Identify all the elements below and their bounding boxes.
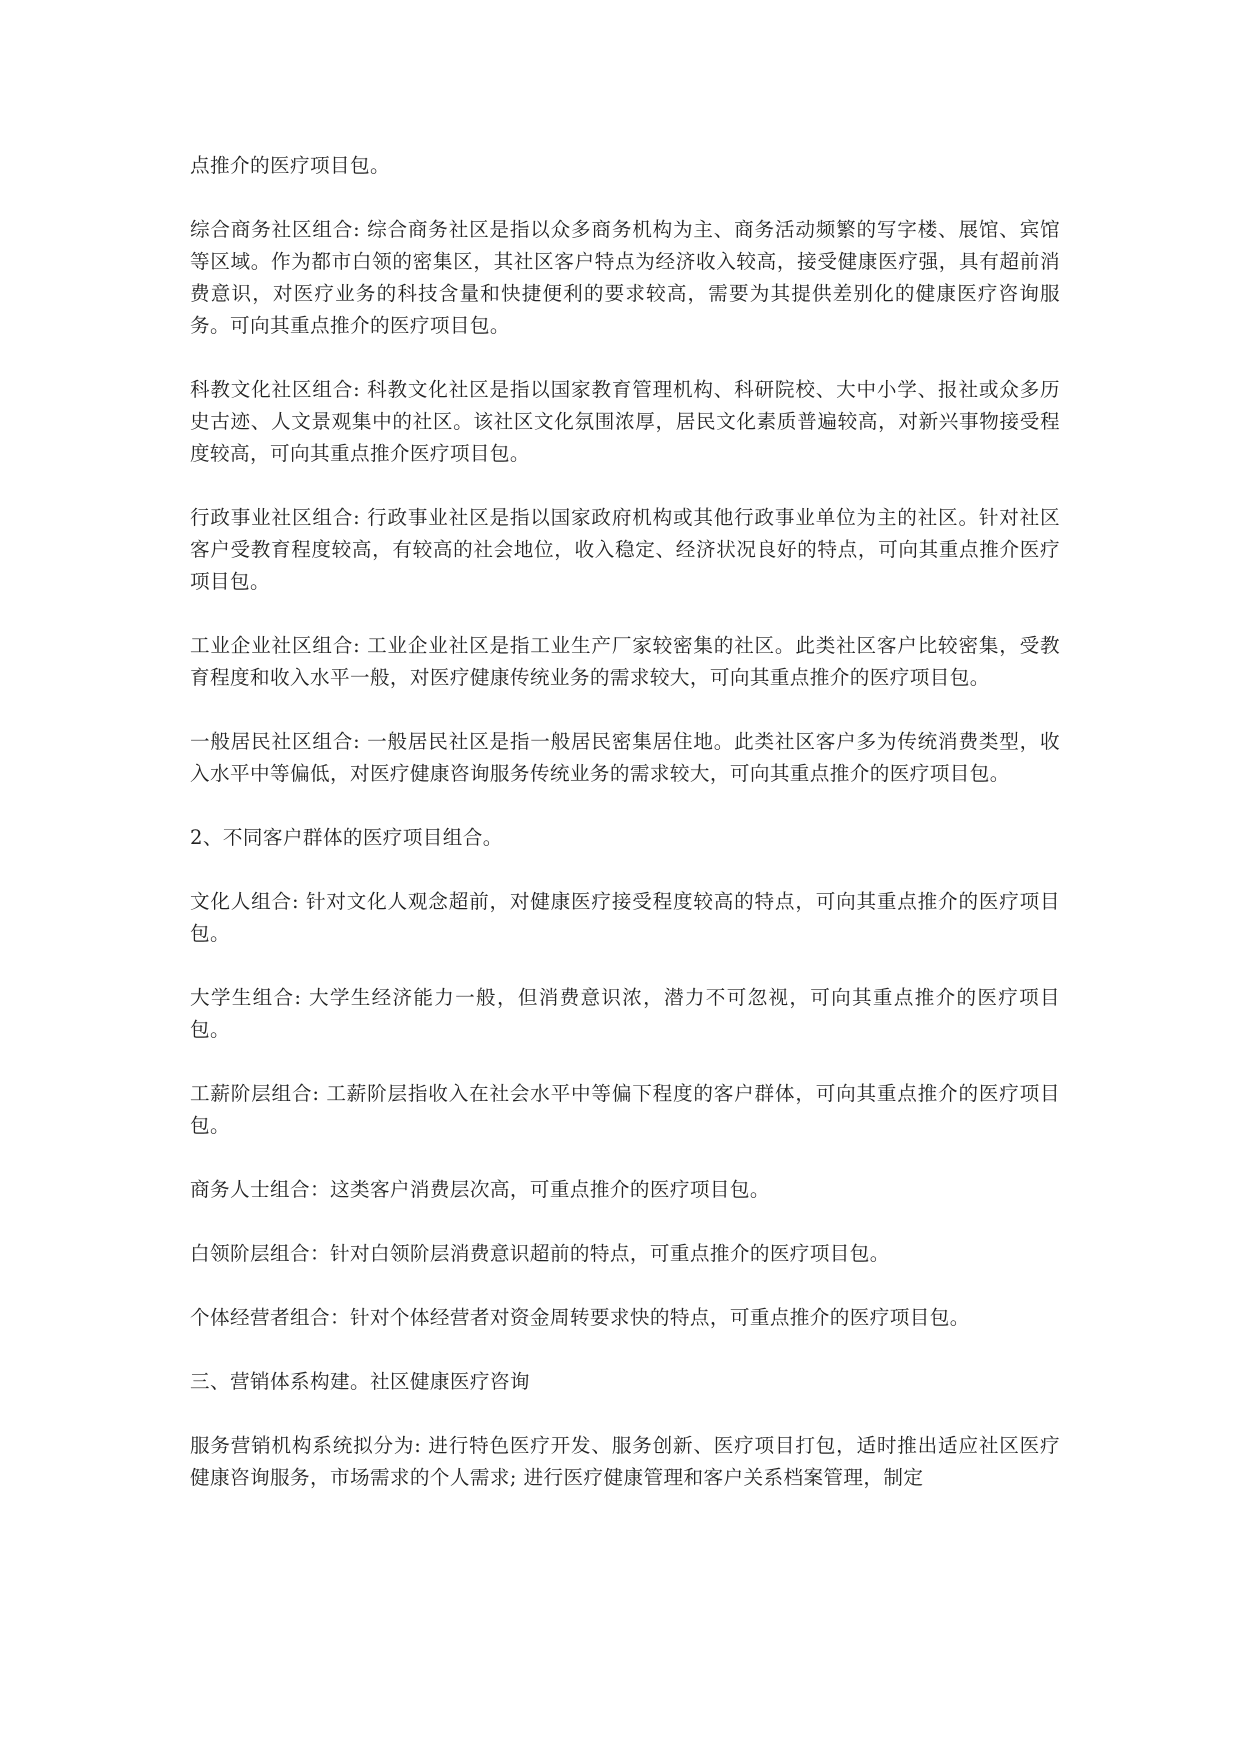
paragraph-continuation: 点推介的医疗项目包。 bbox=[190, 154, 390, 177]
paragraph-industrial-community: 工业企业社区组合: 工业企业社区是指工业生产厂家较密集的社区。此类社区客户比较密集，受教育程度和收入水平一般，对医疗健康传统业务的需求较大，可向其重点推介的医疗项目包。 bbox=[190, 634, 1060, 689]
paragraph-business-community: 综合商务社区组合: 综合商务社区是指以众多商务机构为主、商务活动频繁的写字楼、展馆、宾馆等区域。作为都市白领的密集区，其社区客户特点为经济收入较高，接受健康医疗强，具有超前消费意识，对医疗业务的科技含量和快捷便利的要求较高，需要为其提供差别化的健康医疗咨询服务。可向其重点推介的医疗项目包。 bbox=[190, 218, 1060, 337]
paragraph-administrative-community: 行政事业社区组合: 行政事业社区是指以国家政府机构或其他行政事业单位为主的社区。针对社区客户受教育程度较高，有较高的社会地位，收入稳定、经济状况良好的特点，可向其重点推介医疗项目包。 bbox=[190, 506, 1060, 593]
paragraph-self-employed: 个体经营者组合：针对个体经营者对资金周转要求快的特点，可重点推介的医疗项目包。 bbox=[190, 1306, 970, 1329]
paragraph-white-collar: 白领阶层组合：针对白领阶层消费意识超前的特点，可重点推介的医疗项目包。 bbox=[190, 1242, 890, 1265]
paragraph-students: 大学生组合: 大学生经济能力一般，但消费意识浓，潜力不可忽视，可向其重点推介的医疗项目包。 bbox=[190, 986, 1060, 1041]
paragraph-business-people: 商务人士组合：这类客户消费层次高，可重点推介的医疗项目包。 bbox=[190, 1178, 770, 1201]
paragraph-residential-community: 一般居民社区组合: 一般居民社区是指一般居民密集居住地。此类社区客户多为传统消费类型，收入水平中等偏低，对医疗健康咨询服务传统业务的需求较大，可向其重点推介的医疗项目包。 bbox=[190, 730, 1060, 785]
document-body bbox=[190, 150, 1060, 1526]
section-heading-customer-groups: 2、不同客户群体的医疗项目组合。 bbox=[190, 826, 503, 849]
paragraph-intellectuals: 文化人组合: 针对文化人观念超前，对健康医疗接受程度较高的特点，可向其重点推介的医疗项目包。 bbox=[190, 890, 1060, 945]
paragraph-marketing-organization: 服务营销机构系统拟分为: 进行特色医疗开发、服务创新、医疗项目打包，适时推出适应社区医疗健康咨询服务，市场需求的个人需求; 进行医疗健康管理和客户关系档案管理，制定 bbox=[190, 1434, 1060, 1489]
paragraph-salaried: 工薪阶层组合: 工薪阶层指收入在社会水平中等偏下程度的客户群体，可向其重点推介的医疗项目包。 bbox=[190, 1082, 1060, 1137]
paragraph-education-culture-community: 科教文化社区组合: 科教文化社区是指以国家教育管理机构、科研院校、大中小学、报社或众多历史古迹、人文景观集中的社区。该社区文化氛围浓厚，居民文化素质普遍较高，对新兴事物接受程度较高，可向其重点推介医疗项目包。 bbox=[190, 378, 1060, 465]
section-heading-marketing-system: 三、营销体系构建。社区健康医疗咨询 bbox=[190, 1370, 530, 1393]
